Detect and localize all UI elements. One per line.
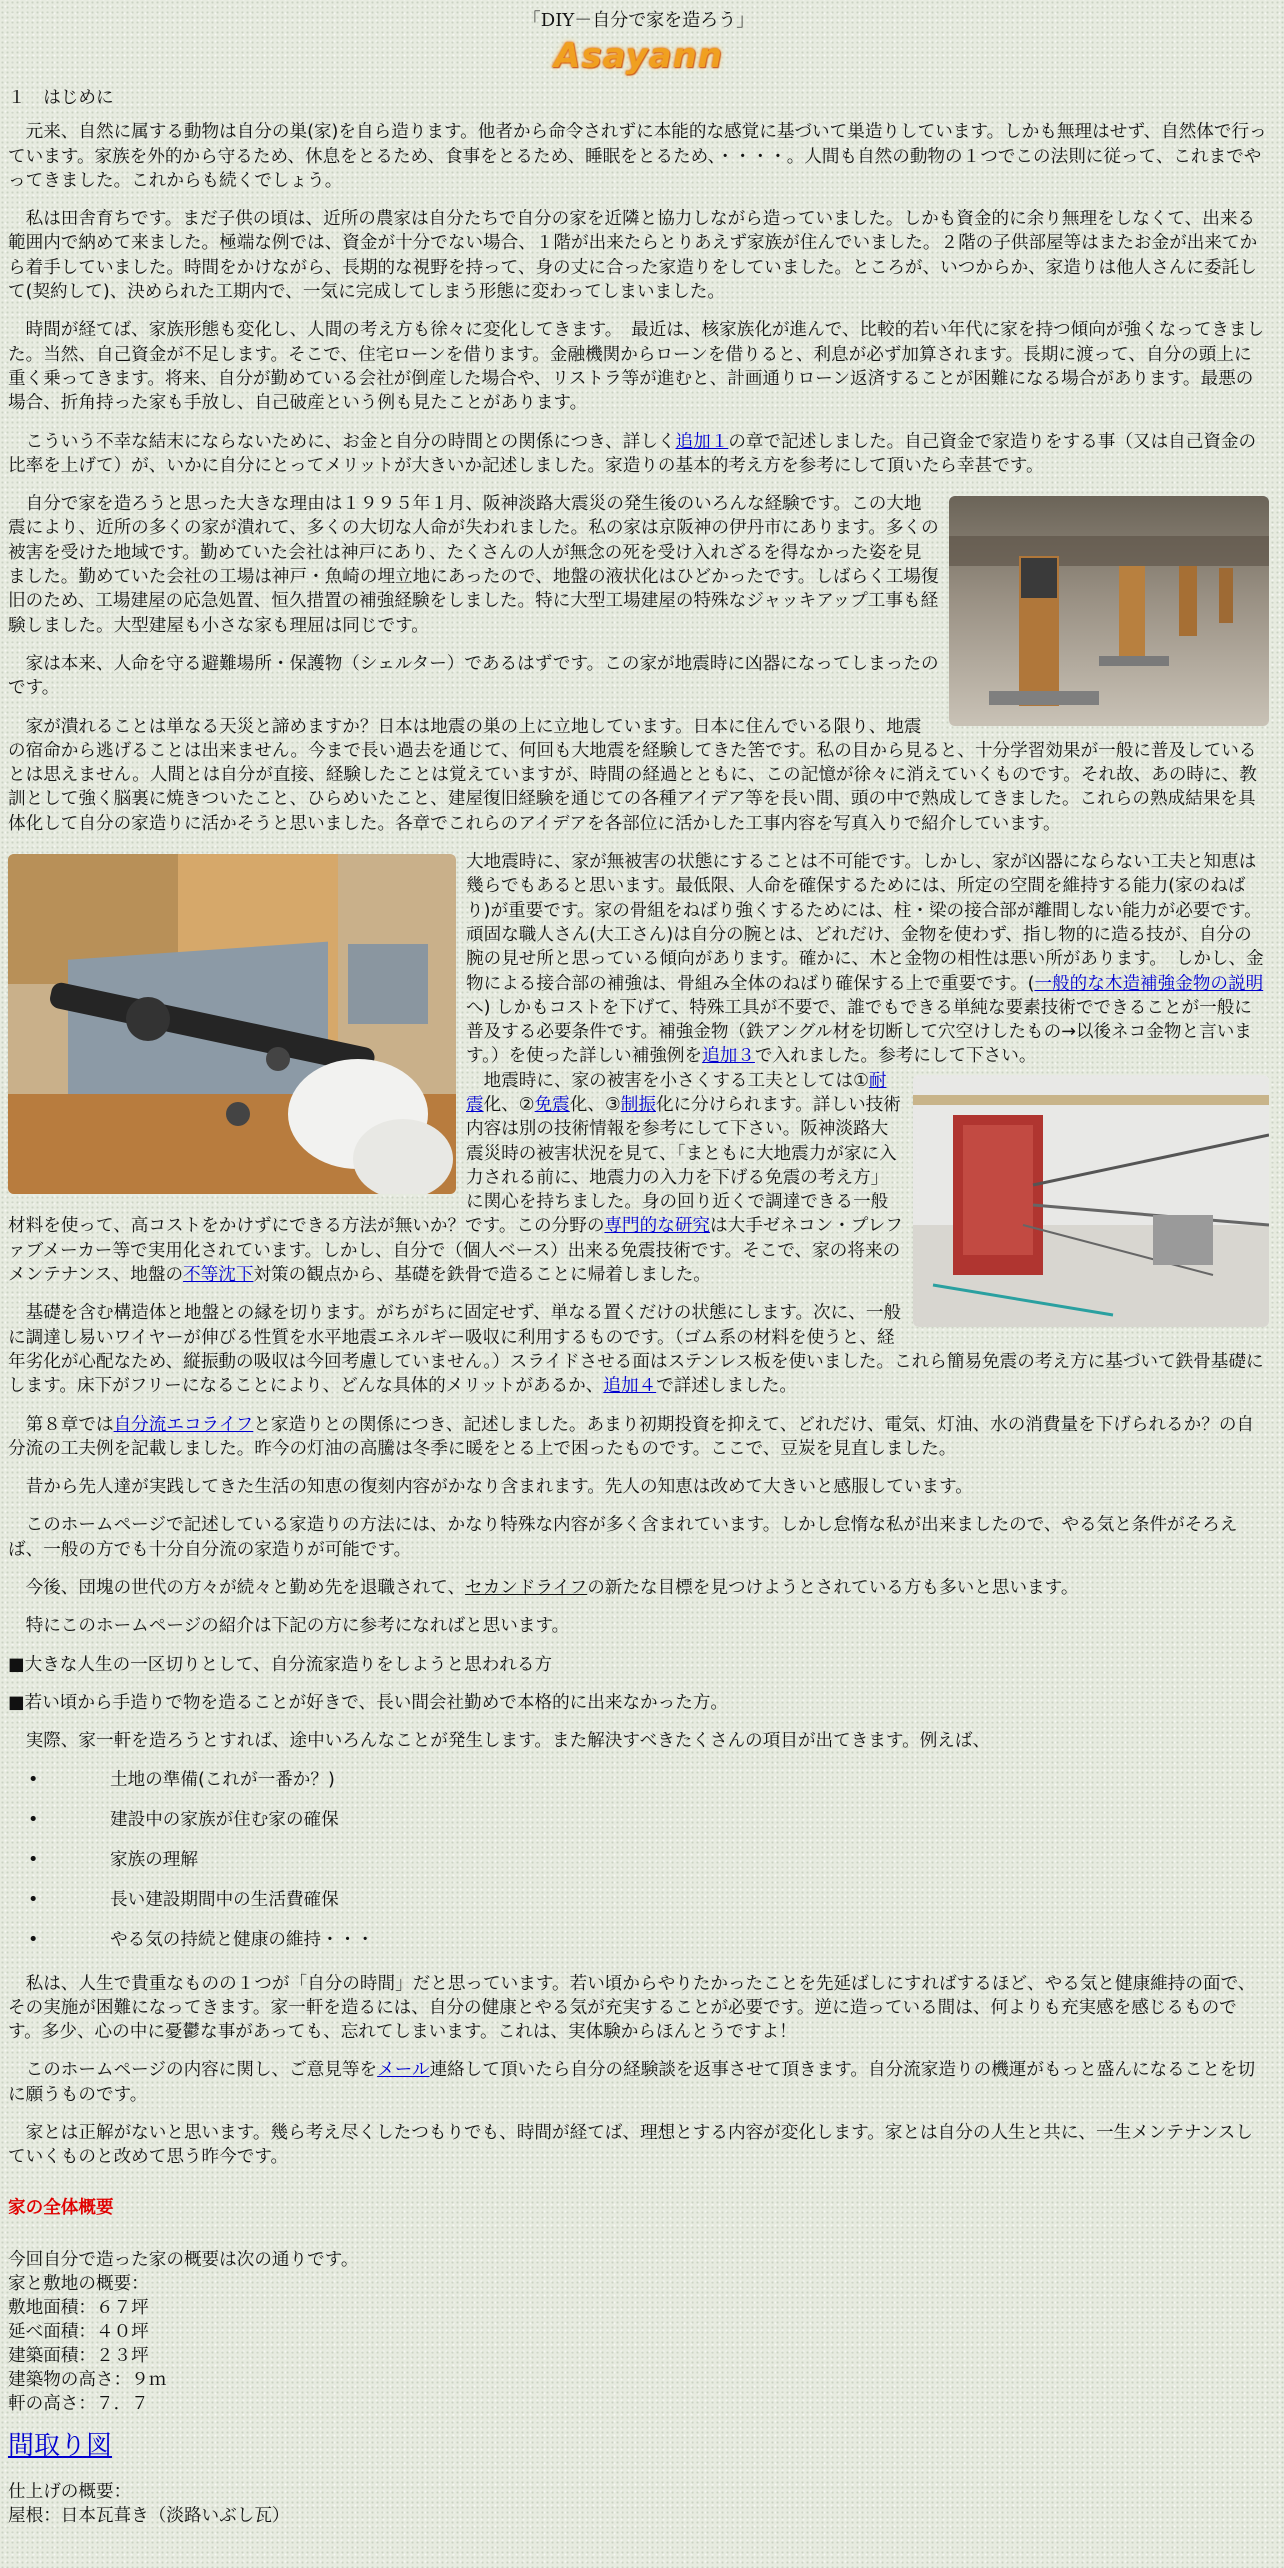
list-item: • 長い建設期間中の生活費確保	[28, 1889, 339, 1910]
overview-item: 延べ面積：４０坪	[8, 2321, 149, 2342]
overview-land-label: 家と敷地の概要：	[8, 2273, 149, 2294]
link-mail[interactable]: メール	[377, 2060, 430, 2081]
overview-heading: 家の全体概要	[8, 2197, 114, 2218]
steel-foundation-wire-photo	[913, 1075, 1269, 1327]
intro-paragraph-18: 実際、家一軒を造ろうとすれば、途中いろんなことが発生します。また解決すべきたくさんの項目が出てきます。例えば、	[25, 1731, 991, 1752]
intro-paragraph-3: 時間が経てば、家族形態も変化し、人間の考え方も徐々に変化してきます。 最近は、核家族化が進んで、比較的若い年代に家を持つ傾向が強くなってきました。当然、自己資金が不足します。そこで、住宅ローンを借ります。金融機関からローンを借りると、利息が必ず加算されます。長期に渡って、自分の頭上に重く乗ってきます。将来、自分が勤めている会社が倒産した場合や、リストラ等が進むと、計画通りローン返済することが困難になる場合があります。最悪の場合、折角持った家も手放し、自己破産という例も見たことがあります。	[8, 320, 1265, 414]
intro-paragraph-13: このホームページで記述している家造りの方法には、かなり特殊な内容が多く含まれています。しかし怠惰な私が出来ましたので、やる気と条件がそろえば、一般の方でも十分自分流の家造りが可能です。	[8, 1515, 1238, 1560]
link-hardware-explanation[interactable]: 一般的な木造補強金物の説明	[1034, 973, 1264, 994]
intro-paragraph-15: 特にこのホームページの紹介は下記の方に参考になればと思います。	[25, 1616, 570, 1637]
intro-paragraph-6: 家は本来、人命を守る避難場所・保護物（シェルター）であるはずです。この家が地震時に凶器になってしまったのです。	[8, 653, 939, 699]
link-seismic-resistance[interactable]: 耐震	[466, 1070, 887, 1115]
target-reader-1: ■大きな人生の一区切りとして、自分流家造りをしようと思われる方	[8, 1654, 553, 1675]
intro-paragraph-12: 昔から先人達が実践してきた生活の知恵の復刻内容がかなり含まれます。先人の知恵は改めて大きいと感服しています。	[25, 1477, 973, 1498]
intro-paragraph-11: 第８章では自分流エコライフと家造りとの関係につき、記述しました。あまり初期投資を抑えて、どれだけ、電気、灯油、水の消費量を下げられるか？の自分流の工夫例を記載しました。昨今の灯油の高騰は冬季に暖をとる上で困ったものです。ここで、豆炭を見直しました。	[8, 1414, 1255, 1459]
site-logo: Asayann	[554, 36, 723, 76]
overview-item: 敷地面積：６７坪	[8, 2297, 149, 2318]
floorplan-link-wrap	[8, 2430, 1269, 2462]
intro-paragraph-4: こういう不幸な結末にならないために、お金と自分の時間との関係につき、詳しく追加１の章で記述しました。自己資金で家造りをする事（又は自己資金の比率を上げて）が、いかに自分にとってメリットが大きいか記述しました。家造りの基本的考え方を参考にして頂いたら幸甚です。	[8, 431, 1257, 476]
link-addendum-4[interactable]: 追加４	[603, 1376, 657, 1397]
intro-paragraph-9: 地震時に、家の被害を小さくする工夫としては①耐震化、②免震化、③制振化に分けられます。詳しい技術内容は別の技術情報を参考にして下さい。阪神淡路大震災時の被害状況を見て、「まともに大地震力が家に入力される前に、地震力の入力を下げる免震の考え方」に関心を持ちました。身の回り近くで調達できる一般材料を使って、高コストをかけずにできる方法が無いか？です。この分野の専門的な研究は大手ゼネコン・プレファブメーカー等で実用化されています。しかし、自分で（個人ベース）出来る免震技術です。そこで、家の将来のメンテナンス、地盤の不等沈下対策の観点から、基礎を鉄骨で造ることに帰着しました。	[8, 1070, 903, 1286]
list-item: • 家族の理解	[28, 1849, 198, 1870]
wrench-tightening-bolt-photo	[8, 854, 456, 1194]
wooden-posts-on-steel-plates-photo	[949, 496, 1269, 726]
intro-paragraph-21: 家とは正解がないと思います。幾ら考え尽くしたつもりでも、時間が経てば、理想とする内容が変化します。家とは自分の人生と共に、一生メンテナンスしていくものと改めて思う昨今です。	[8, 2123, 1253, 2168]
photo-wooden-posts	[949, 496, 1269, 726]
photo-steel-foundation	[913, 1075, 1269, 1327]
overview-item: 建築面積：２３坪	[8, 2345, 149, 2366]
link-seismic-isolation[interactable]: 免震	[534, 1094, 570, 1115]
intro-paragraph-20: このホームページの内容に関し、ご意見等をメール連絡して頂いたら自分の経験談を返事させて頂きます。自分流家造りの機運がもっと盛んになることを切に願うものです。	[8, 2060, 1256, 2105]
site-title: 「DIY－自分で家を造ろう」	[522, 10, 755, 31]
roof-spec: 屋根：日本瓦葺き（淡路いぶし瓦）	[8, 2505, 290, 2526]
finish-section	[8, 2480, 1269, 2528]
photo-wrench	[8, 854, 456, 1194]
intro-paragraph-2: 私は田舎育ちです。まだ子供の頃は、近所の農家は自分たちで自分の家を近隣と協力しながら造っていました。しかも資金的に余り無理をしなくて、出来る範囲内で納めて来ました。極端な例では、資金が十分でない場合、１階が出来たらとりあえず家族が住んでいました。２階の子供部屋等はまたお金が出来てから着手していました。時間をかけながら、長期的な視野を持って、身の丈に合った家造りをしていました。ところが、いつからか、家造りは他人さんに委託して(契約して)、決められた工期内で、一気に完成してしまう形態に変わってしまいました。	[8, 209, 1258, 303]
intro-paragraph-19: 私は、人生で貴重なものの１つが「自分の時間」だと思っています。若い頃からやりたかったことを先延ばしにすればするほど、やる気と健康維持の面で、その実施が困難になってきます。家一軒を造るには、自分の健康とやる気が充実することが必要です。逆に造っている間は、何よりも充実感を感じるものです。多少、心の中に憂鬱な事があっても、忘れてしまいます。これは、実体験からほんとうですよ！	[8, 1973, 1256, 2043]
link-vibration-control[interactable]: 制振	[620, 1094, 656, 1115]
intro-paragraph-5: 自分で家を造ろうと思った大きな理由は１９９５年１月、阪神淡路大震災の発生後のいろんな経験です。この大地震により、近所の多くの家が潰れて、多くの大切な人命が失われました。私の家は京阪神の伊丹市にあります。多くの被害を受けた地域です。勤めていた会社は神戸にあり、たくさんの人が無念の死を受け入れざるを得なかった姿を見ました。勤めていた会社の工場は神戸・魚崎の埋立地にあったので、地盤の液状化はひどかったです。しばらく工場復旧のため、工場建屋の応急処置、恒久措置の補強経験をしました。特に大型工場建屋の特殊なジャッキアップ工事も経験しました。大型建屋も小さな家も理屈は同じです。	[8, 494, 939, 636]
link-specialist-research[interactable]: 専門的な研究	[604, 1216, 711, 1237]
intro-paragraph-14: 今後、団塊の世代の方々が続々と勤め先を退職されて、セカンドライフの新たな目標を見つけようとされている方も多いと思います。	[25, 1578, 1079, 1599]
link-eco-life[interactable]: 自分流エコライフ	[113, 1414, 254, 1435]
intro-paragraph-8: 大地震時に、家が無被害の状態にすることは不可能です。しかし、家が凶器にならない工夫と知恵は幾らでもあると思います。最低限、人命を確保するためには、所定の空間を維持する能力(家のねばり)が重要です。家の骨組をねばり強くするためには、柱・梁の接合部が離間しない能力が必要です。 頑固な職人さん(大工さん)は自分の腕とは、どれだけ、金物を使わず、指し物的に造る技が、自分の腕の見せ所と思っている傾向があります。確かに、木と金物の相性は悪い所があります。 しかし、金物による接合部の補強は、骨組み全体のねばり確保する上で重要です。(一般的な木造補強金物の説明へ) しかもコストを下げて、特殊工具が不要で、誰でもできる単純な要素技術でできることが一般に普及する必要条件です。補強金物（鉄アングル材を切断して穴空けしたもの→以後ネコ金物と言います。）を使った詳しい補強例を追加３で入れました。参考にして下さい。	[466, 852, 1271, 1067]
list-item: • やる気の持続と健康の維持・・・	[28, 1929, 374, 1950]
overview-intro: 今回自分で造った家の概要は次の通りです。	[8, 2249, 359, 2270]
overview-item: 建築物の高さ：９ｍ	[8, 2369, 167, 2390]
intro-paragraph-7: 家が潰れることは単なる天災と諦めますか？日本は地震の巣の上に立地しています。日本に住んでいる限り、地震の宿命から逃げることは出来ません。今まで長い過去を通じて、何回も大地震を経験してきた筈です。私の目から見ると、十分学習効果が一般に普及しているとは思えません。人間とは自分が直接、経験したことは覚えていますが、時間の経過とともに、この記憶が徐々に消えていくものです。それ故、あの時に、教訓として強く脳裏に焼きついたこと、ひらめいたこと、建屋復旧経験を通じての各種アイデア等を長い間、頭の中で熟成してきました。これらの熟成結果を具体化して自分の家造りに活かそうと思いました。各章でこれらのアイデアを各部位に活かした工事内容を写真入りで紹介しています。	[8, 716, 1257, 834]
link-addendum-3[interactable]: 追加３	[702, 1046, 755, 1067]
issues-list	[8, 1768, 1269, 1968]
intro-paragraph-10: 基礎を含む構造体と地盤との縁を切ります。がちがちに固定せず、単なる置くだけの状態にします。次に、一般に調達し易いワイヤーが伸びる性質を水平地震エネルギー吸収に利用するものです。（ゴム系の材料を使うと、経年劣化が心配なため、縦振動の吸収は今回考慮していません。）スライドさせる面はステンレス板を使いました。これら簡易免震の考え方に基づいて鉄骨基礎にします。床下がフリーになることにより、どんな具体的メリットがあるか、追加４で詳述しました。	[8, 1303, 1264, 1397]
list-item: • 建設中の家族が住む家の確保	[28, 1809, 339, 1830]
link-differential-settlement[interactable]: 不等沈下	[183, 1265, 254, 1286]
section-heading-intro: １ はじめに	[8, 88, 114, 108]
link-addendum-1[interactable]: 追加１	[675, 431, 729, 452]
target-reader-2: ■若い頃から手造りで物を造ることが好きで、長い間会社勤めで本格的に出来なかった方。	[8, 1692, 729, 1713]
overview-item: 軒の高さ：７．７	[8, 2393, 149, 2414]
finish-label: 仕上げの概要：	[8, 2481, 132, 2502]
overview-section	[8, 2248, 1269, 2416]
link-floorplan[interactable]: 間取り図	[8, 2430, 113, 2461]
list-item: • 土地の準備(これが一番か？)	[28, 1769, 335, 1790]
intro-paragraph-1: 元来、自然に属する動物は自分の巣(家)を自ら造ります。他者から命令されずに本能的な感覚に基づいて巣造りしています。しかも無理はせず、自然体で行っています。家族を外的から守るため、休息をとるため、食事をとるため、睡眠をとるため、・・・・。人間も自然の動物の１つでこの法則に従って、これまでやってきました。これからも続くでしょう。	[8, 122, 1267, 191]
